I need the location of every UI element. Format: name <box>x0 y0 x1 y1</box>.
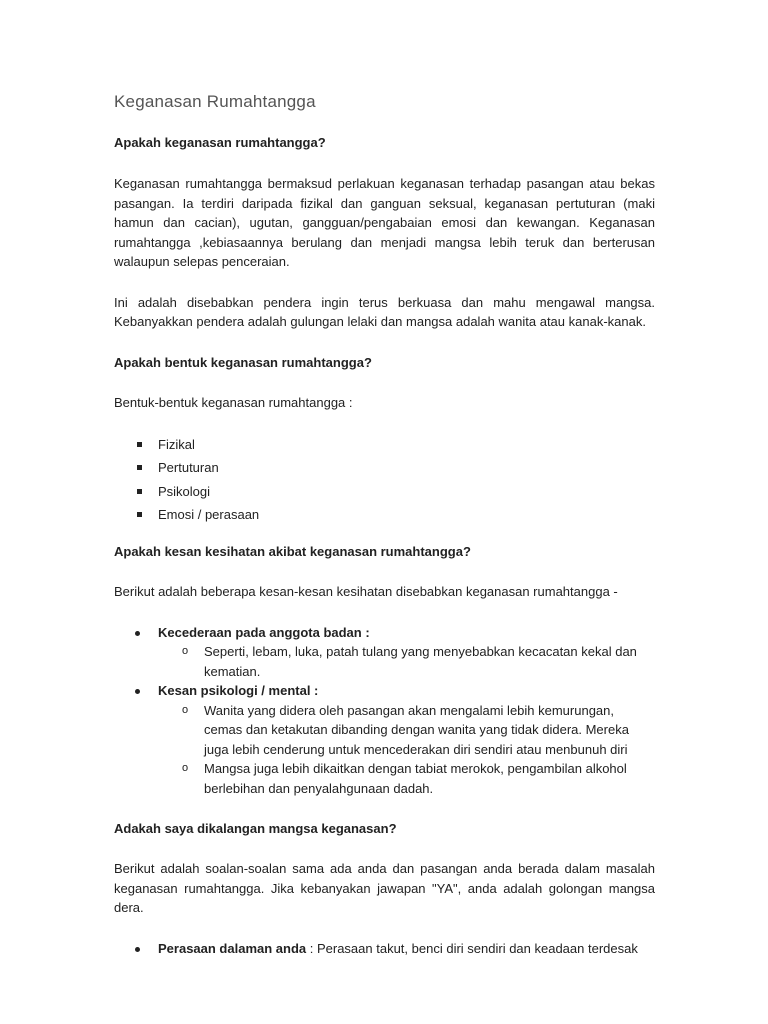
paragraph-cause: Ini adalah disebabkan pendera ingin terus berkuasa dan mahu mengawal mangsa. Kebanyakkan pendera adalah gulungan lelaki dan mangsa adalah wanita atau kanak-kanak. <box>114 294 655 329</box>
circle-bullet-icon: o <box>182 762 189 775</box>
square-bullet-icon <box>137 489 142 494</box>
section-heading-forms: Apakah bentuk keganasan rumahtangga? <box>114 354 372 370</box>
list-item: Kecederaan pada anggota badan : o Seperti, lebam, luka, patah tulang yang menyebabkan kecacatan kekal dan kematian. <box>114 623 655 682</box>
square-bullet-icon <box>137 442 142 447</box>
paragraph-forms-intro: Bentuk-bentuk keganasan rumahtangga : <box>114 394 353 410</box>
paragraph-definition: Keganasan rumahtangga bermaksud perlakuan keganasan terhadap pasangan atau bekas pasangan. Ia terdiri daripada fizikal dan ganguan seksual, keganasan pertuturan (maki hamun dan cacian), ugutan, gangguan/pengabaian emosi dan kewangan. Keganasan rumahtangga ,kebiasaannya berulang dan menjadi mangsa lebih teruk dan berterusan walaupun selepas penceraian. <box>114 176 655 269</box>
round-bullet-icon <box>135 689 140 694</box>
section-heading-am-i-victim: Adakah saya dikalangan mangsa keganasan? <box>114 821 397 837</box>
square-bullet-icon <box>137 465 142 470</box>
circle-bullet-icon: o <box>182 645 189 658</box>
circle-bullet-icon: o <box>182 703 189 716</box>
questions-list <box>114 939 655 959</box>
list-item: Pertuturan <box>114 456 655 479</box>
sub-list <box>158 642 655 681</box>
sub-list-item: o Seperti, lebam, luka, patah tulang yang menyebabkan kecacatan kekal dan kematian. <box>182 644 637 679</box>
list-item: Fizikal <box>114 433 655 456</box>
health-effects-list <box>114 623 655 799</box>
document-body <box>114 90 655 958</box>
round-bullet-icon <box>135 947 140 952</box>
section-heading-health-effects: Apakah kesan kesihatan akibat keganasan rumahtangga? <box>114 544 471 560</box>
sub-list-item: o Mangsa juga lebih dikaitkan dengan tabiat merokok, pengambilan alkohol berlebihan dan penyalahgunaan dadah. <box>182 761 627 796</box>
round-bullet-icon <box>135 631 140 636</box>
list-item: Psikologi <box>114 480 655 503</box>
list-item: Emosi / perasaan <box>114 503 655 526</box>
paragraph-health-intro: Berikut adalah beberapa kesan-kesan kesihatan disebabkan keganasan rumahtangga - <box>114 584 618 600</box>
square-bullet-icon <box>137 512 142 517</box>
sub-list <box>158 701 655 799</box>
list-item: Kesan psikologi / mental : o Wanita yang didera oleh pasangan akan mengalami lebih kemurungan, cemas dan ketakutan dibanding dengan wanita yang tidak didera. Mereka juga lebih cenderung untuk mencederakan diri sendiri atau menbunuh diri o Mangsa juga lebih dikaitkan dengan tabiat merokok, pengambilan alkohol berlebihan dan penyalahgunaan dadah. <box>114 681 655 798</box>
section-heading-what-is: Apakah keganasan rumahtangga? <box>114 135 326 150</box>
paragraph-questions-intro: Berikut adalah soalan-soalan sama ada anda dan pasangan anda berada dalam masalah keganasan rumahtangga. Jika kebanyakan jawapan "YA", anda adalah golongan mangsa dera. <box>114 861 655 916</box>
sub-list-item: o Wanita yang didera oleh pasangan akan mengalami lebih kemurungan, cemas dan ketakutan dibanding dengan wanita yang tidak didera. Mereka juga lebih cenderung untuk mencederakan diri sendiri atau menbunuh diri <box>182 702 629 757</box>
forms-list <box>114 433 655 526</box>
list-item: Perasaan dalaman anda : Perasaan takut, benci diri sendiri dan keadaan terdesak <box>114 939 655 959</box>
document-title: Keganasan Rumahtangga <box>114 92 316 111</box>
